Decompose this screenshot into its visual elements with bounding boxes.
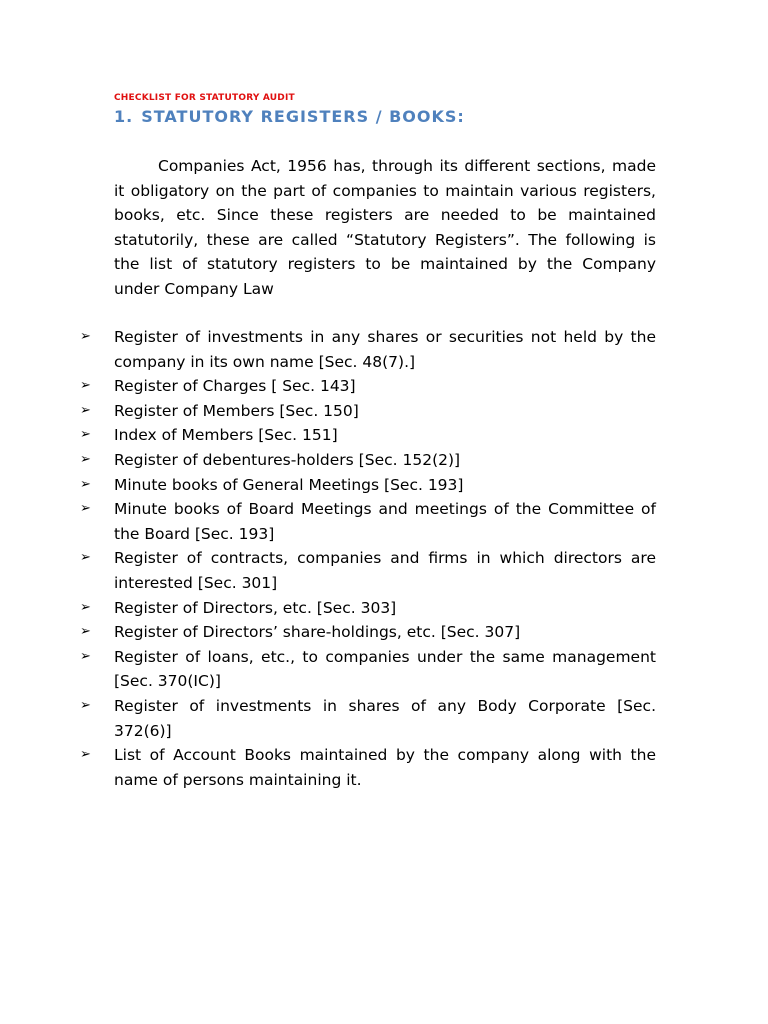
list-item <box>80 448 656 473</box>
list-item-text: Register of debentures-holders [Sec. 152(2)] <box>114 450 461 469</box>
arrow-bullet-icon: ➢ <box>80 427 91 443</box>
list-item-text: Register of loans, etc., to companies under the same management [Sec. 370(IC)] <box>114 647 656 691</box>
arrow-bullet-icon: ➢ <box>80 697 91 713</box>
list-item <box>80 325 656 374</box>
intro-paragraph: Companies Act, 1956 has, through its different sections, made it obligatory on the part of companies to maintain various registers, books, etc. Since these registers are needed to be maintained statutorily, these are called “Statutory Registers”. The following is the list of statutory registers to be maintained by the Company under Company Law <box>114 157 656 298</box>
list-item <box>80 423 656 448</box>
list-item-text: Register of Directors, etc. [Sec. 303] <box>114 598 397 617</box>
list-item <box>80 645 656 694</box>
list-item-text: Minute books of General Meetings [Sec. 193] <box>114 475 464 494</box>
arrow-bullet-icon: ➢ <box>80 550 91 566</box>
list-item-text: Index of Members [Sec. 151] <box>114 426 338 445</box>
arrow-bullet-icon: ➢ <box>80 476 91 492</box>
checklist-title: CHECKLIST FOR STATUTORY AUDIT <box>114 93 295 103</box>
list-item <box>80 497 656 546</box>
arrow-bullet-icon: ➢ <box>80 624 91 640</box>
arrow-bullet-icon: ➢ <box>80 451 91 467</box>
section-number: 1. <box>114 107 134 126</box>
list-item-text: Register of Charges [ Sec. 143] <box>114 377 356 396</box>
list-item-text: Register of investments in shares of any Body Corporate [Sec. 372(6)] <box>114 696 656 740</box>
list-item <box>80 473 656 498</box>
arrow-bullet-icon: ➢ <box>80 501 91 517</box>
list-item-text: Minute books of Board Meetings and meetings of the Committee of the Board [Sec. 193] <box>114 500 656 543</box>
list-item <box>80 620 656 645</box>
arrow-bullet-icon: ➢ <box>80 648 91 664</box>
arrow-bullet-icon: ➢ <box>80 378 91 394</box>
statutory-registers-list <box>80 325 656 792</box>
section-heading-text: STATUTORY REGISTERS / BOOKS: <box>141 107 465 126</box>
list-item-text: Register of Members [Sec. 150] <box>114 401 359 420</box>
list-item-text: Register of Directors’ share-holdings, etc. [Sec. 307] <box>114 623 521 642</box>
list-item <box>80 596 656 621</box>
list-item-text: List of Account Books maintained by the company along with the name of persons maintaining it. <box>114 746 656 789</box>
list-item <box>80 743 656 792</box>
list-item-text: Register of investments in any shares or securities not held by the company in its own name [Sec. 48(7).] <box>114 328 656 371</box>
arrow-bullet-icon: ➢ <box>80 329 91 344</box>
arrow-bullet-icon: ➢ <box>80 599 91 615</box>
list-item <box>80 546 656 595</box>
arrow-bullet-icon: ➢ <box>80 747 91 763</box>
arrow-bullet-icon: ➢ <box>80 402 91 418</box>
section-heading <box>114 107 465 126</box>
list-item <box>80 374 656 399</box>
list-item <box>80 694 656 743</box>
list-item <box>80 399 656 424</box>
list-item-text: Register of contracts, companies and firms in which directors are interested [Sec. 301] <box>114 549 656 592</box>
